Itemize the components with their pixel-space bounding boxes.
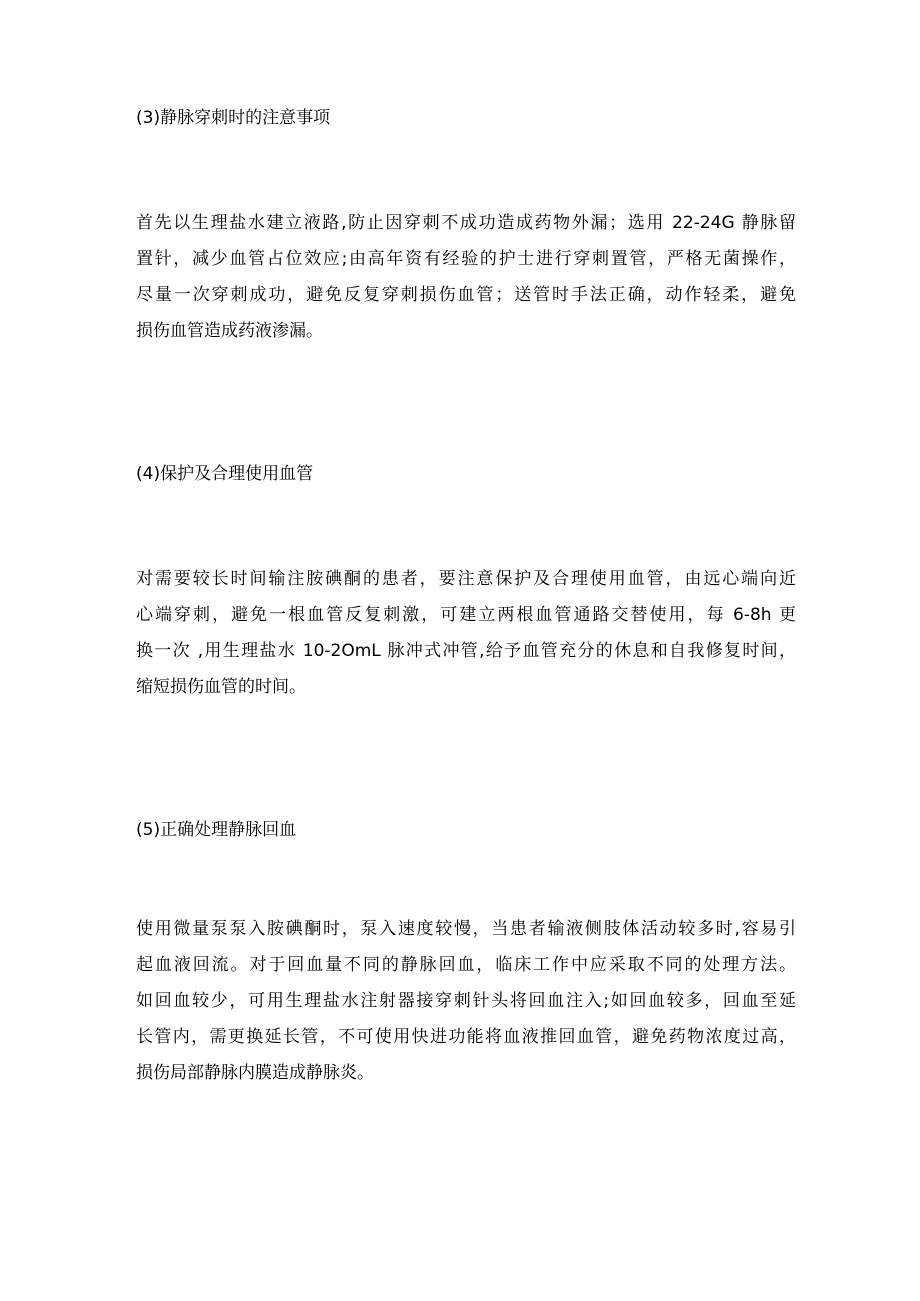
section-3-heading: (3)静脉穿刺时的注意事项 — [136, 108, 331, 128]
paragraph-line: 使用微量泵泵入胺碘酮时，泵入速度较慢，当患者输液侧肢体活动较多时,容易引 — [136, 919, 796, 939]
paragraph-line: 起血液回流。对于回血量不同的静脉回血，临床工作中应采取不同的处理方法。 — [136, 955, 796, 975]
section-4-heading: (4)保护及合理使用血管 — [136, 464, 314, 484]
paragraph-line: 损伤血管造成药液渗漏。 — [136, 321, 323, 341]
paragraph-line: 对需要较长时间输注胺碘酮的患者，要注意保护及合理使用血管，由远心端向近 — [136, 569, 796, 589]
section-5-heading: (5)正确处理静脉回血 — [136, 820, 297, 840]
paragraph-line: 心端穿刺，避免一根血管反复刺激，可建立两根血管通路交替使用，每 6-8h 更 — [136, 605, 796, 625]
paragraph-line: 如回血较少，可用生理盐水注射器接穿刺针头将回血注入;如回血较多，回血至延 — [136, 991, 796, 1011]
paragraph-line: 换一次 ,用生理盐水 10-2OmL 脉冲式冲管,给予血管充分的休息和自我修复时间， — [136, 641, 796, 661]
paragraph-line: 置针，减少血管占位效应;由高年资有经验的护士进行穿刺置管，严格无菌操作， — [136, 249, 796, 269]
paragraph-line: 损伤局部静脉内膜造成静脉炎。 — [136, 1063, 374, 1083]
paragraph-line: 尽量一次穿刺成功，避免反复穿刺损伤血管；送管时手法正确，动作轻柔，避免 — [136, 285, 796, 305]
paragraph-line: 长管内，需更换延长管，不可使用快进功能将血液推回血管，避免药物浓度过高， — [136, 1027, 796, 1047]
paragraph-line: 缩短损伤血管的时间。 — [136, 677, 306, 697]
section-3-paragraph — [136, 205, 796, 349]
paragraph-line: 首先以生理盐水建立液路,防止因穿刺不成功造成药物外漏；选用 22-24G 静脉留 — [136, 213, 796, 233]
section-4-paragraph — [136, 561, 796, 705]
section-5-paragraph — [136, 911, 796, 1091]
